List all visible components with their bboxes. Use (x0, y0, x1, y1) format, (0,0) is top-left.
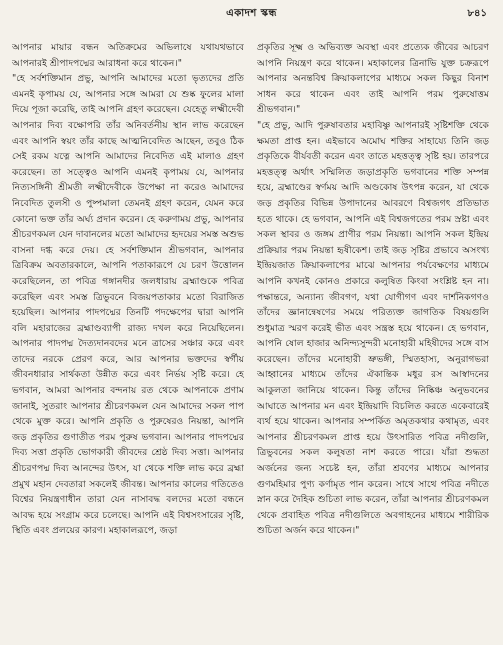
section-title: একাদশ স্কন্ধ (226, 8, 277, 19)
right-text-column (257, 40, 489, 640)
paragraph: "হে প্রভু, আদি পুরুষাবতার মহাবিষ্ণু আপনারই সৃষ্টিশক্তি থেকে ক্ষমতা প্রাপ্ত হন। এইভাবে অমোঘ শক্তির সাহায্যে তিনি জড় প্রকৃতিকে বীর্যবতী করেন এবং তাতে মহত্তত্ত্ব সৃষ্টি হয়। তারপরে মহত্তত্ত্ব অর্থাৎ সম্মিলিত জড়াপ্রকৃতি ভগবানের শক্তি সম্পন্ন হয়ে, ব্রহ্মাণ্ডের স্বর্ণময় আদি অণ্ডকোষ উৎপন্ন করেন, যা থেকে জড় প্রকৃতির বিভিন্ন উপাদানের আবরণে বিশ্বজগৎ প্রতিভাত হতে থাকে। হে ভগবান, আপনি এই বিশ্বজগতের পরম স্রষ্টা এবং সকল স্থাবর ও জঙ্গম প্রাণীর পরম নিয়ন্তা। আপনি সকল ইন্দ্রিয় প্রক্রিয়ার পরম নিয়ন্তা হৃষীকেশ। তাই জড় সৃষ্টির প্রভাবে অসংখ্য ইন্দ্রিয়জাত ক্রিয়াকলাপের মাঝে আপনার পর্যবেক্ষণের মাধ্যমে আপনি কখনই কোনও প্রকারে কলুষিত কিংবা সংশ্লিষ্ট হন না। পক্ষান্তরে, অন্যান্য জীবগণ, যথা যোগীগণ এবং দার্শনিকগণও তাঁদের জ্ঞানান্বেষণের সময়ে পরিত্যক্ত জাগতিক বিষয়গুলি শুধুমাত্র স্মরণ করেই ভীত এবং সন্ত্রস্ত হয়ে থাকেন। হে ভগবান, আপনি ষোল হাজার অনিন্দ্যসুন্দরী মনোহারী মহিষীদের সঙ্গে বাস করেছেন। তাঁদের মনোহারী ভ্রুভঙ্গী, স্মিতহাস্য, অনুরাগভরা আহ্বানের মাধ্যমে তাঁদের ঐকান্তিক মধুর রস আস্বাদনের আকুলতা জানিয়ে থাকেন। কিন্তু তাঁদের নিষ্কিঞ্চ অনুভবনের আঘাতে আপনার মন এবং ইন্দ্রিয়াদি বিচলিত করতে একেবারেই ব্যর্থ হয়ে থাকেন। আপনার সম্পর্কিত অমৃতকথার কথামৃত, এবং আপনার শ্রীচরণকমল প্রাপ্ত হয়ে উৎসারিত পবিত্র নদীগুলি, ত্রিভুবনের সকল কলুষতা নাশ করতে পারে। যাঁরা শুদ্ধতা অর্জনের জন্য সচেষ্ট হন, তাঁরা শ্রবণের মাধ্যমে আপনার গুণমহিমার পুণ্য কর্ণামৃত পান করেন। সাথে সাথে পবিত্র নদীতে স্নান করে দৈহিক শুচিতা লাভ করেন, তাঁরা আপনার শ্রীচরণকমল থেকে প্রবাহিত পবিত্র নদীগুলিতে অবগাহনের মাধ্যমে শারীরিক শুচিতা অর্জন করে থাকেন।" (257, 119, 489, 537)
paragraph: "হে সর্বশক্তিমান প্রভু, আপনি আমাদের মতো ভৃত্যদের প্রতি এমনই কৃপাময় যে, আপনার সঙ্গে আমরা যে শুষ্ক ফুলের মালা দিয়ে পূজা করেছি, তাই আপনি গ্রহণ করেছেন। যেহেতু লক্ষ্মীদেবী আপনার দিব্য বক্ষোপরি তাঁর অনিবর্তনীয় স্থান লাভ করেছেন এবং আপনি স্বয়ং তাঁর কাছে আত্মনিবেদিত আছেন, তবুও ঠিক সেই রকম যত্নে আপনি আমাদের নিবেদিত এই মালাও গ্রহণ করেছেন। তা সত্ত্বেও আপনি এমনই কৃপাময় যে, আপনার নিত্যসঙ্গিনী শ্রীমতী লক্ষ্মীদেবীকে উপেক্ষা না করেও আমাদের নিবেদিত তুলসী ও পুষ্পমালা তেমনই গ্রহণ করেন, যেমন করে কোনো ভক্ত তাঁর অর্ঘ্য প্রদান করেন। হে করুণাময় প্রভু, আপনার শ্রীচরণকমল যেন দাবানলের মতো আমাদের হৃদয়ের সমস্ত অশুভ বাসনা দগ্ধ করে দেয়। হে সর্বশক্তিমান শ্রীভগবান, আপনার ত্রিবিক্রম অবতারকালে, আপনি পতাকারূপে যে চরণ উত্তোলন করেছিলেন, তা পবিত্র গঙ্গানদীর জলধারায় ব্রহ্মাণ্ডকে পবিত্র করেছিল এবং সমস্ত ত্রিভুবনে বিজয়পতাকার মতো বিরাজিত হয়েছিল। আপনার পাদপদ্মের তিনটি পদক্ষেপের দ্বারা আপনি বলি মহারাজের ব্রহ্মাণ্ডব্যাপী রাজ্য দখল করে নিয়েছিলেন। আপনার পাদপদ্ম দৈত্যদানবদের মনে ত্রাসের সঞ্চার করে এবং তাদের নরকে প্রেরণ করে, আর আপনার ভক্তদের স্বর্গীয় জীবনধারার সার্থকতা উন্নীত করে এবং নির্ভয় সৃষ্টি করে। হে ভগবান, আমরা আপনার বন্দনায় রত থেকে আপনাকে প্রণাম জানাই, সুতরাং আপনার শ্রীচরণকমল যেন আমাদের সকল পাপ থেকে মুক্ত করে। আপনি প্রকৃতি ও পুরুষেরও নিয়ন্তা, আপনি জড় প্রকৃতির গুণাতীত পরম পুরুষ ভগবান। আপনার পাদপদ্মের দিব্য সত্তা প্রকৃতি ভোগকারী জীবদের শ্রেষ্ঠ দিব্য সত্তা। আপনার শ্রীচরণপদ্ম দিব্য আনন্দের উৎস, যা থেকে শক্তি লাভ করে ব্রহ্মা প্রমুখ মহান দেবতারা সকলেই জীবন্ত। আপনার কালের গতিতেও বিশ্বের নিয়ন্ত্রণাধীন তারা যেন নাসাবদ্ধ বলদের মতো বন্ধনে আবদ্ধ হয়ে সংগ্রাম করে চলেছে। আপনি এই বিশ্বসংসারের সৃষ্টি, স্থিতি এবং প্রলয়ের কারণ। মহাকালরূপে, জড়া (12, 73, 244, 537)
page-header (0, 6, 503, 20)
page-number: ৮৪১ (467, 8, 487, 19)
paragraph: প্রকৃতির সূক্ষ্ম ও অভিব্যক্ত অবস্থা এবং প্রত্যেক জীবের আচরণ আপনি নিয়ন্ত্রণ করে থাকেন। মহাকালের ত্রিনাভি যুক্ত চক্ররূপে আপনার অনন্তবিশ্ব ক্রিয়াকলাপের মাধ্যমে সকল কিছুর বিনাশ সাধন করে থাকেন এবং তাই আপনি পরম পুরুষোত্তম শ্রীভগবান।" (257, 42, 489, 116)
left-text-column (12, 40, 244, 640)
paragraph: আপনার মায়ার বন্ধন অতিক্রমের অভিলাষে যথাযথভাবে আপনারই শ্রীপাদপদ্মের আরাধনা করে থাকেন।" (12, 42, 244, 69)
